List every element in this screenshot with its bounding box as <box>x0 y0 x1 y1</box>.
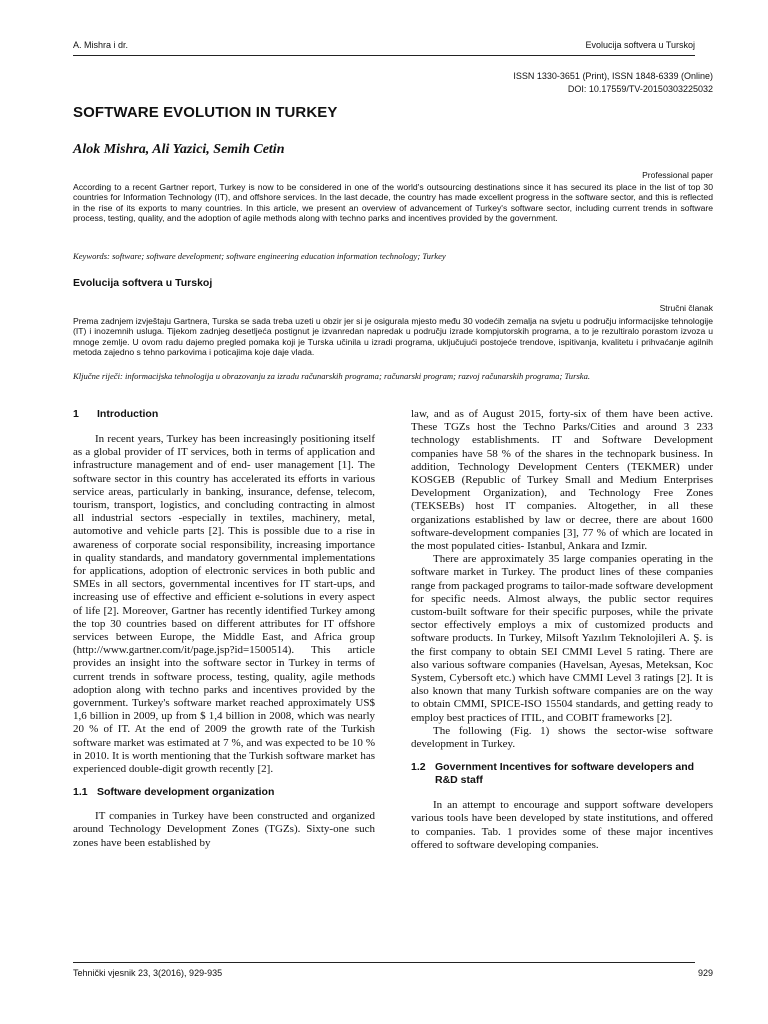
section-title: Introduction <box>97 408 159 420</box>
section-title: Government Incentives for software developers and R&D staff <box>435 761 695 787</box>
section-heading-introduction <box>73 408 375 421</box>
footer-rule <box>73 962 695 963</box>
keywords-hr: Ključne riječi: informacijska tehnologija u obrazovanju za izradu računarskih programa; računarski program; razvoj računarskih programa; Turska. <box>73 371 591 381</box>
paragraph: The following (Fig. 1) shows the sector-wise software development in Turkey. <box>411 724 713 751</box>
section-number: 1.2 <box>411 761 426 774</box>
header-rule <box>73 55 695 56</box>
section-number: 1.1 <box>73 786 88 799</box>
paragraph: IT companies in Turkey have been constructed and organized around Technology Development Zones (TGZs). Sixty-one such zones have been established by <box>73 810 375 849</box>
abstract-en: According to a recent Gartner report, Turkey is now to be considered in one of the world's outsourcing destinations since it has secured its place in the list of top 30 countries for Information Technology (IT), and offshore services. In the last decade, the country has made excellent progress in the software sector, and this is reflected in the rise of its exports to many countries. In this article, we present an overview of advancement of Turkey's software sector, including current trends in software process, testing, quality, and the adoption of agile methods along with techno parks and incentives provided by the government. <box>73 182 713 224</box>
doi-line: DOI: 10.17559/TV-20150303225032 <box>567 84 713 94</box>
section-number: 1 <box>73 408 79 420</box>
issn-block <box>513 70 713 96</box>
paper-type-hr: Stručni članak <box>659 303 713 313</box>
paragraph: There are approximately 35 large companies operating in the software market in Turkey. The product lines of these companies range from packaged programs to tailor-made software development for specific needs. Almost always, the public sector requires custom-built software for their specific purposes, while the private sector effectively employs a mix of customized products and software products. In Turkey, Milsoft Yazılım Teknolojileri A. Ş. is the first company to obtain SEI CMMI Level 5 rating. There are also various software companies (Havelsan, Ayesas, Meteksan, Koc System, Cybersoft etc.) which have CMMI Level 3 ratings [2]. It is also known that many Turkish software companies are on the way to obtain CMMI, SPICE-ISO 15504 standards, and getting ready to employ best practices of ITIL, and COBIT frameworks [2]. <box>411 553 713 724</box>
abstract-hr: Prema zadnjem izvještaju Gartnera, Turska se sada treba uzeti u obzir jer si je osigurala mjesto među 30 vodećih zemalja na svjetu u području informacijske tehnologije (IT) i inozemnih usluga. Tijekom zadnjeg desetljeća postignut je izvanredan napredak u području izrade kompjutorskih programa, a to je rezultiralo porastom izvoza u mnoge zemlje. U ovom radu dajemo pregled pomaka koji je Turska učinila u izradi programa, uključujući postojeće trendove, ispitivanja, kvalitetu i prihvaćanje agilnih metoda zajedno s tehno parkovima i poticajima koje daje vlada. <box>73 316 713 358</box>
paragraph: law, and as of August 2015, forty-six of them have been active. These TGZs host the Techno Parks/Cities and around 3 233 technology establishments. IT and Software Development companies have 58 % of the shares in the technopark business. In addition, Technology Development Centers (TEKMER) under KOSGEB (Republic of Turkey Small and Medium Enterprises Development Organization), and Technology Free Zones (TEKSEBs) host IT companies. Altogether, in all these organizations established by law or decree, there are about 1600 software-development companies [3], 77 % of which are located in the most populated cities- Istanbul, Ankara and Izmir. <box>411 408 713 553</box>
paper-authors: Alok Mishra, Ali Yazici, Semih Cetin <box>73 142 285 157</box>
paragraph: In an attempt to encourage and support software developers various tools have been developed by state institutions, and offered to companies. Tab. 1 provides some of these major incentives offered to software developing companies. <box>411 799 713 851</box>
croatian-title: Evolucija softvera u Turskoj <box>73 277 213 289</box>
running-header-authors: A. Mishra i dr. <box>73 40 129 50</box>
footer-journal: Tehnički vjesnik 23, 3(2016), 929-935 <box>73 968 223 978</box>
issn-line: ISSN 1330-3651 (Print), ISSN 1848-6339 (Online) <box>513 71 713 81</box>
left-column <box>73 408 375 850</box>
section-heading-software-development-organization <box>73 786 375 799</box>
paper-type-en: Professional paper <box>642 170 713 180</box>
paragraph: In recent years, Turkey has been increasingly positioning itself as a global provider of IT services, both in terms of application and infrastructure management and of end- user management [1]. The software sector in this country has accelerated its efforts in various service areas, particularly in banking, insurance, defense, telecom, tourism, transport, logistics, and concluding contracting in almost all industrial sectors -especially in textiles, machinery, metal, automotive and vehicle parts [2]. This is possible due to a rise in awareness of corporate social responsibility, increasing importance in quality standards, and mandatory governmental implementations for applications, adoption of electronic services in both public and SMEs in all sectors, governmental incentives for IT start-ups, and increasing use of effective and efficient e-solutions in every aspect of life [2]. Moreover, Gartner has recently identified Turkey among the top 30 countries based on different attributes for IT offshore services between Europe, the Middle East, and Africa group (http://www.gartner.com/it/page.jsp?id=1500514). This article provides an insight into the software sector in Turkey in terms of current trends in software process, testing, quality, agile methods adoption along with techno parks and incentives provided by the government. Turkey's software market reached approximately US$ 1,6 billion in 2009, up from $ 1,4 billion in 2008, which was nearly 20 % of IT. At the end of 2009 the growth rate of the Turkish software market was estimated at 7 %, and was expected to be 10 % in 2010. It is worth mentioning that the Turkish software market has experienced double-digit growth recently [2]. <box>73 433 375 776</box>
section-title: Software development organization <box>97 786 275 799</box>
keywords-en: Keywords: software; software development; software engineering education information technology; Turkey <box>73 251 446 261</box>
paper-title: SOFTWARE EVOLUTION IN TURKEY <box>73 104 338 121</box>
running-header-title: Evolucija softvera u Turskoj <box>585 40 695 50</box>
right-column <box>411 408 713 852</box>
page-number: 929 <box>697 968 713 978</box>
section-heading-government-incentives <box>411 761 713 787</box>
